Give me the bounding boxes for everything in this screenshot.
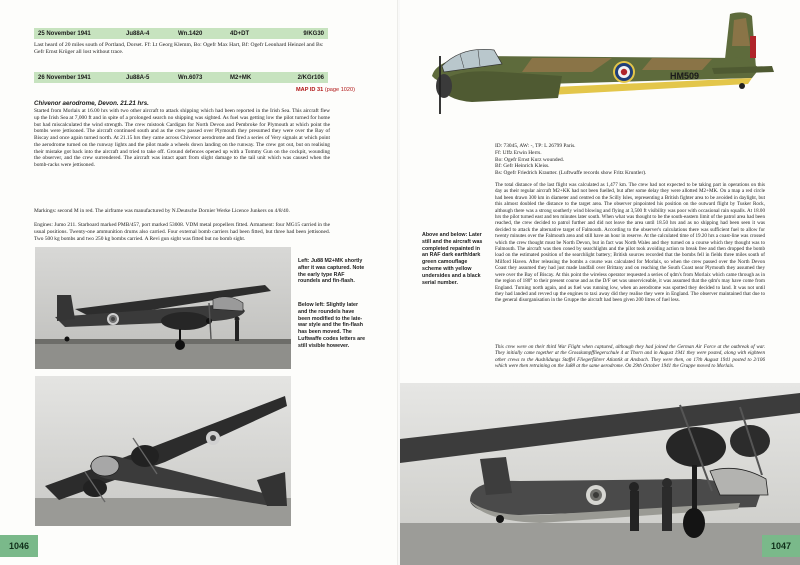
markings-text: Markings: second M in red. The airframe was manufactured by N.Deutsche Dornier Werke Licence Junkers on 4/8/40. (34, 208, 290, 214)
entry-header-1 (34, 28, 328, 39)
entry-unit: 9/KG30 (303, 30, 324, 37)
crew-line-5: Bs: Ogefr Friedrich Krautter. (Luftwaffe records show Fritz Kruntler). (495, 170, 647, 176)
crew-line-1: ID: 73045, AW: -, TP: L 26799 Paris. (495, 143, 576, 149)
location-heading: Chivenor aerodrome, Devon. 21.21 hrs. (34, 100, 149, 107)
right-narrative: The total distance of the last flight was calculated as 1,477 km. The crew had not expected to be taking part in operations on this day as their regular aircraft M2+KK had not been fuelled, but after some delay they were allotted M2+MK. On a map a red circle had been drawn 300 km in diameter and centred on the Scilly Isles, representing a British fighter area to be avoided in daylight, but this almost doubled the distance to the target area. The observer pinpointed his position on the outward flight by Tusker Rock, although there was a strong southerly wind blowing and flying at 3,500 ft visibility was poor with occasional rain squalls. At 18.00 hrs the pilot turned east and ten minutes later south. When what was thought to be the south-eastern limit of the patrol area had been reached, the crew decided to patrol further and did not leave the area until 18.50 hrs and as no shipping had been seen it was decided to attack the alternative target of Falmouth. According to the observer's calculations there was sufficient fuel to allow for twenty minutes over the Falmouth area and still have an hour in reserve. At the calculated time of 19.20 hrs a coast-line was crossed which the crew thought must be North Devon, but in fact was North Wales and they turned on a course which they thought was to Falmouth. The aircraft was then coned by searchlights and the pilot took avoiding action to break free and then dropped the bomb load on the estimated position of the searchlight battery; British sources recorded that the bombs fell in fields three miles south of Milford Haven. After releasing the bombs a course was calculated for Morlaix, so when the crew passed over the North Devon Coast they assumed they had just made landfall over Brittany and on reaching the South Coast near Plymouth they assumed they were over the Bay of Biscay. At this point the wireless operator requested a series of qdm's from Morlaix which came through as in the region of 180° to their present course and as the D/F set was unserviceable, it was assumed that the qdm's may have come from England. Turning north again, and as fuel was running low, when an aerodrome was spotted they decided to land. It was not until they had landed and revved up the engines to taxi away did they realise they were in England. The observer maintained that due to the general disorganisation in the Gruppe the aircraft had been given 200 litres of fuel less. (495, 182, 765, 304)
photo-captured-ju88 (35, 247, 291, 369)
photo-caption-bottom: Below left: Slightly later and the roundels have been modified to the late-war style and the fin-flash has been moved. The Luftwaffe codes letters are still visible however. (298, 302, 366, 349)
entry-date: 25 November 1941 (38, 30, 91, 37)
page-number-right: 1047 (762, 535, 800, 557)
entry-code: M2+MK (230, 74, 252, 81)
crew-line-2: Ff: Uffz Erwin Herrs. (495, 149, 542, 156)
left-page (0, 0, 398, 565)
map-id: MAP ID 31 (296, 87, 324, 93)
entry-code: 4D+DT (230, 30, 250, 37)
entry-1-text: Last heard of 20 miles south of Portland, Dorset. Ff: Lt Georg Klemm, Bo: Ogefr Max Hart, Bf: Ogefr Leonhard Heinzel and Bs: Gefr Ernst Krüger all lost without trace. (34, 42, 324, 56)
crew-line-4: Bf: Gefr Heinrich Kleiss. (495, 163, 550, 170)
photo-repainted-ju88 (400, 383, 800, 565)
entry-werknummer: Wn.6073 (178, 74, 203, 81)
right-page (400, 0, 800, 565)
entry-type: Ju88A-4 (126, 30, 150, 37)
crew-history-note: This crew were on their third War Flight when captured, although they had joined the German Air Force at the outbreak of war. They initially came together at the Grosskampffliegerschule 4 at Thorn and in August 1941 they were posted, along with eighteen other crews to the Ausbildungs Staffel Fliegerführer Atlantik at Ansbach. They were then, on 17th August 1941 posted to 2/106 which were then retraining on the Ju88 at the same aerodrome. On 29th October 1941 the Gruppe moved to Morlaix. (495, 344, 765, 370)
photo-later-markings (35, 376, 291, 526)
photo-caption-top: Left: Ju88 M2+MK shortly after it was captured. Note the early type RAF roundels and fin-flash. (298, 258, 365, 285)
page-number-left: 1046 (0, 535, 38, 557)
map-page: (page 1020) (324, 87, 355, 93)
entry-werknummer: Wn.1420 (178, 30, 203, 37)
narrative-text: Started from Morlaix at 16.00 hrs with two other aircraft to attack shipping which had been reported in the Irish Sea. This aircraft flew up the Irish Sea at 7,000 ft and in spite of a prolonged search no shipping was sighted. As fuel was getting low the pilot turned for home but had miscalculated the wind strength. The crew mistook Cardigan for North Devon and Pembroke for Plymouth at which point the bombs were jettisoned. The aircraft continued south and as the crew passed over Plymouth they presumed they were over the Bay of Biscay and once again turned north. At 21.15 hrs they came across Chivenor aerodrome and fired a series of Very signals at which point the aerodrome turned on the runway lights and the pilot made a wheels down landing on the runway. The crew got out, but on realising their mistake got back into the aircraft and tried to take off. Ground defences opened up with a Tommy Gun on the cockpit, wounding the observer, and the crew surrendered. The aircraft was intact apart from slight damage to the tail unit which was caused when the bomb-racks were jettisoned. (34, 108, 330, 168)
photo-caption-right: Above and below: Later still and the aircraft was completed repainted in an RAF dark earth/dark green camouflage scheme with yellow undersides and a black serial number. (422, 232, 483, 286)
aircraft-profile-illustration (412, 6, 800, 116)
entry-type: Ju88A-5 (126, 74, 150, 81)
entry-header-2 (34, 72, 328, 83)
entry-date: 26 November 1941 (38, 74, 91, 81)
map-reference (296, 87, 355, 93)
serial-number: HM509 (670, 71, 700, 81)
engines-text: Engines: Jumo 211. Starboard marked PMB/457, port marked 53008. VDM metal propellers fitted. Armament: four MG15 carried in the usual positions. Twenty-one ammunition drums also carried. Four external bomb carriers had been fitted, but three had been jettisoned. Two 500 kg bombs and two 250 kg bombs carried. A Revi gun sight was fitted but no bomb sight. (34, 222, 330, 242)
crew-line-3: Bo: Ogefr Ernst Kurz wounded. (495, 156, 565, 163)
crew-list (495, 143, 765, 177)
entry-unit: 2/KGr106 (297, 74, 324, 81)
